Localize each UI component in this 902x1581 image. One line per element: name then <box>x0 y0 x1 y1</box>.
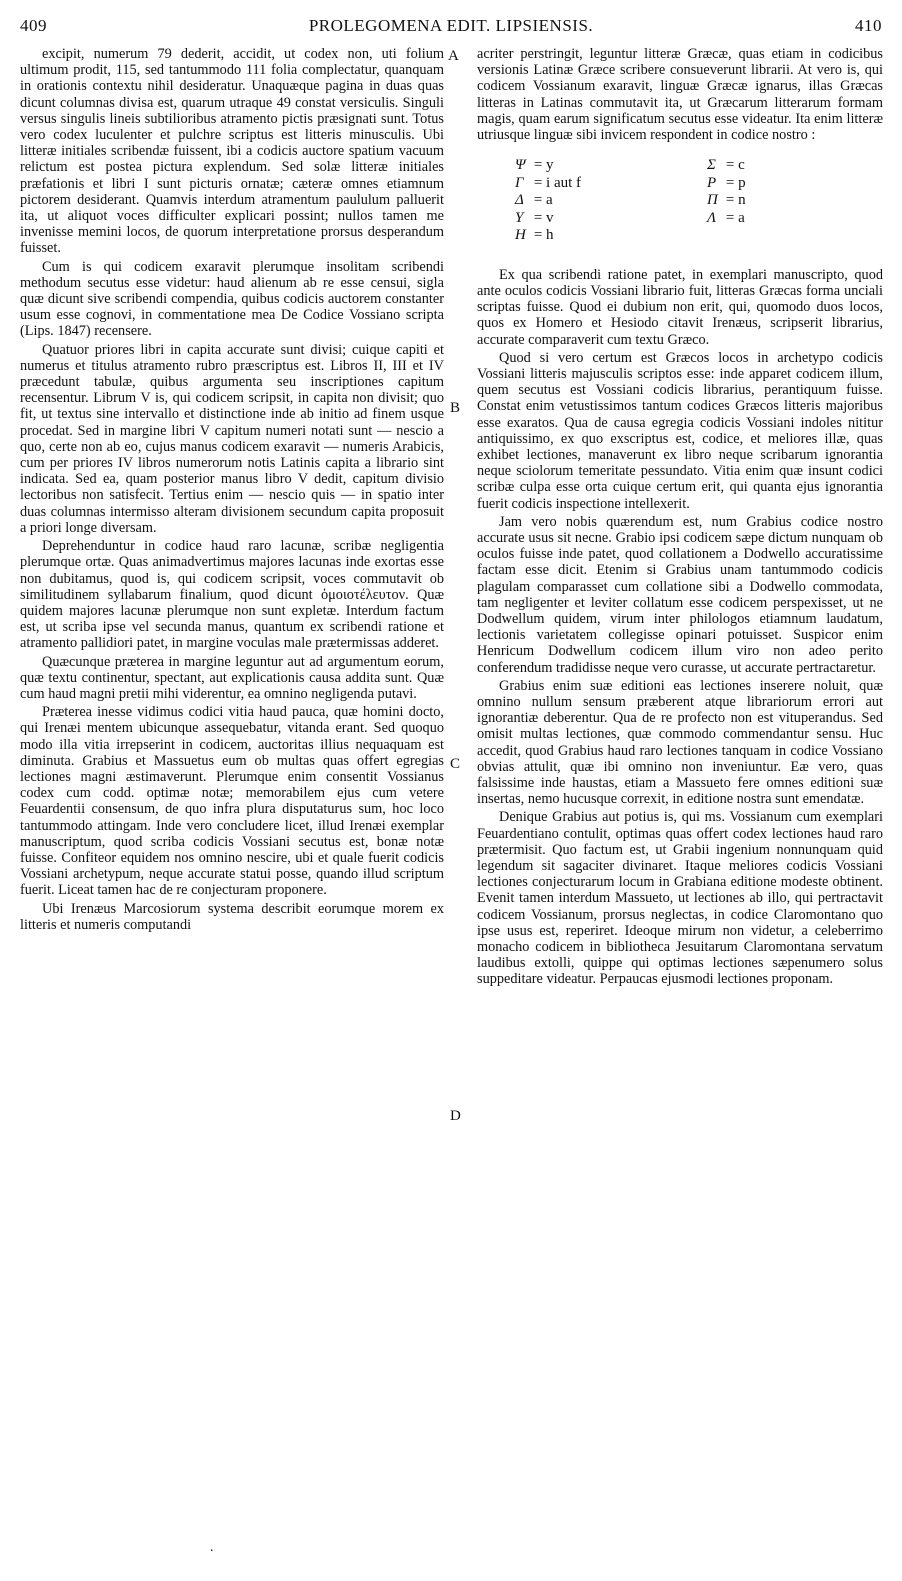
right-paragraph: Ex qua scribendi ratione patet, in exemplari manuscripto, quod ante oculos codicis Vossiani librario fuit, litteras Græcas forma unciali scriptas fuisse. Quod ei dubium non erit, qui, quomodo duos locos, quos ex Homero et Hesiodo citavit Irenæus, scripserit librarius, accurate comparaverit cum textu Græco. <box>477 266 883 348</box>
latin-equivalent: = h <box>533 227 554 244</box>
right-page-number: 410 <box>855 16 882 35</box>
greek-letter: P <box>707 174 717 191</box>
latin-equivalent: = a <box>533 192 553 209</box>
table-gap <box>585 210 703 228</box>
right-paragraph: Denique Grabius aut potius is, qui ms. Vossianum cum exemplari Feuardentiano contulit, optimas quas offert codex lectiones haud raro prætermisit. Quo factum est, ut Grabii ingenium nonnunquam quid legendum sit sagaciter divinaret. Itaque meliores codicis Vossiani lectiones conjecturarum locum in Grabiana editione modeste obtinent. Evenit tamen interdum Massueto, ut lectiones ab illo, qui pertractavit codicem Vossianum, prorsus neglectas, in codice Claromontano quo ipse usus est, reperiret. Ideoque mirum non videtur, a celeberrimo monacho codicem in bibliotheca Jesuitarum Claromontana servatum laudibus extolli, quippe qui optimas lectiones sæpenumero solus suppeditare videatur. Perpaucas ejusmodi lectiones proponam. <box>477 809 883 988</box>
left-paragraph: excipit, numerum 79 dederit, accidit, ut codex non, uti folium ultimum prodit, 115, sed tantummodo 111 folia complectatur, quanquam in orationis contextu nihil desideratur. Unaquæque pagina in duas quas dicunt columnas divisa est, quarum utraque 49 constat versiculis. Singuli versus singulis lineis subtilioribus atramento pictis præsignati sunt. Totus vero codex luculenter et pulchre scriptus est litteris minusculis. Ubi litteræ initiales scribendæ fuissent, ibi a codicis auctore spatium vacuum relictum est postea pictura explendum. Sed solæ litteræ initiales præfationis et libri I sunt picturis ornatæ; cæteræ omnes etiamnum pictorem desiderant. Quamvis interdum atramentum paululum palluerit ita, ut aliquot voces difficulter explicari possint; nullos tamen me invenisse memini locos, de quorum interpretatione prorsus desperandum fuisset. <box>20 46 444 257</box>
right-paragraph: Jam vero nobis quærendum est, num Grabius codice nostro accurate usus sit necne. Grabio ipsi codicem sæpe dictum nunquam ob oculos fuisse inde patet, quod collationem a Dodwello accuratissime factam esse dicit. Etenim si Grabius unam tantummodo codicis plagulam comparasset cum collatione sibi a Dodwello commodata, tam negligenter et leviter collatum esse codicem perspexisset, ut ne Dodwellum quidem, virum inter philologos etiamnum laudatum, lectionis varietatem collegisse opinari potuisset. Suspicor enim Henricum Dodwellum codicem illum viro non adeo perito conferendum tradidisse neque vero curasse, ut accurate pertractaretur. <box>477 513 883 676</box>
letter-table-row <box>511 227 750 245</box>
greek-letter: H <box>515 227 526 244</box>
left-paragraph: Quatuor priores libri in capita accurate sunt divisi; cuique capiti et numerus et titulus atramento rubro præscriptus est. Libros II, III et IV præcedunt tabulæ, quibus argumenta seu inscriptiones capitum recensentur. Librum V is, qui codicem scripsit, in capita non divisit; quo fit, ut textus sine intervallo et distinctione inde ab initio ad finem usque procedat. Sed in margine libri V capitum numeri notati sunt — nescio a quo, certe non ab eo, cujus manus codicem exaravit — numeris Arabicis, cum per priores IV libros numerorum notis Latinis capita a librario sint indicata. Sed ea, quam posterior manus libro V dedit, capitum divisio lectoribus non satisfecit. Tertius enim — nescio quis — in spatio inter duas columnas intermisso alteram divisionem secundum capita proposuit a priori longe diversam. <box>20 341 444 536</box>
margin-marker-d: D <box>450 1108 461 1124</box>
latin-equivalent: = y <box>533 157 554 174</box>
greek-letter <box>703 227 722 245</box>
latin-equivalent: = c <box>725 157 745 174</box>
latin-equivalent: = a <box>725 209 745 226</box>
greek-letter: Λ <box>707 209 717 226</box>
table-gap <box>585 192 703 210</box>
right-column <box>477 46 883 990</box>
margin-marker-a: A <box>448 48 459 64</box>
right-paragraph: Quod si vero certum est Græcos locos in archetypo codicis Vossiani litteris majusculis scriptos esse: inde apparet codicem illum, quem secutus est Vossiani codicis librarius, perantiquum fuisse. Constat enim vetustissimos tantum codices Græcos litteris majoribus esse exaratos. Qua de causa egregia codicis Vossiani indoles nititur antiquissimo, ex quo exscriptus est, codice, et meliores illæ, quas exhibet lectiones, manaverunt ex libro neque scribarum ignorantia neque sciolorum temeritate pessundato. Vitia enim quæ insunt codici scribæ culpa esse orta cuique certum erit, qui quanta ejus ignorantia fuerit codicis inspectione intellexerit. <box>477 349 883 512</box>
latin-equivalent: = i aut f <box>533 174 582 191</box>
left-paragraph: Præterea inesse vidimus codici vitia haud pauca, quæ homini docto, qui Irenæi mentem ubicunque assequebatur, vitanda erant. Sed quoquo modo illa vitia irrepserint in codicem, auctoritas illius nequaquam est diminuta. Grabius et Massuetus eum ob multas quas offert egregias lectiones magni æstimaverunt. Plerumque enim consentit Vossianus codex cum codd. optimæ notæ; memorabilem ejus cum vetere Feuardentii consensum, de quo infra plura disputaturus sum, hoc loco tantummodo attingam. Inde vero concludere licet, illud Irenæi exemplar manuscriptum, quod scriba codicis Vossiani secutus est, bonæ notæ fuisse. Confiteor equidem nos omnino nescire, ubi et quale fuerit codicis Vossiani archetypum, neque accurate statui posse, quando illud scriptum fuerit. Liceat tamen hac de re conjecturam proponere. <box>20 704 444 899</box>
letter-table-row <box>511 175 750 193</box>
right-paragraph: Grabius enim suæ editioni eas lectiones inserere noluit, quæ omnino nullum sensum præberent atque librariorum errori aut ignorantiæ deberentur. Qua de re profecto non est vituperandus. Sed omisit multas lectiones, quæ commodo commendantur sensu. Huc accedit, quod Grabius haud raro lectiones tanquam in codice Vossiano obvias attulit, quæ ibi omnino non inveniuntur. Eæ vero, quas falsissime inde haustas, etiam a Massueto fere omnes editioni suæ insertas, nemo hucusque correxit, in editione nostra sunt emendatæ. <box>477 677 883 808</box>
right-paragraph: acriter perstringit, leguntur litteræ Græcæ, quas etiam in codicibus versionis Latinæ Græce scribere consueverunt librarii. At vero is, qui codicem Vossianum exaravit, linguæ Græcæ ignarus, illas Græcas litteras in Latinas commutavit ita, ut Græcarum litterarum formam magis, quam earum significatum secutus esse videatur. Ita enim litteræ utriusque linguæ sibi invicem respondent in codice nostro : <box>477 46 883 144</box>
greek-letter: Υ <box>515 209 524 226</box>
greek-letter: Δ <box>515 192 524 209</box>
latin-equivalent: = n <box>725 192 746 209</box>
latin-equivalent <box>722 227 750 245</box>
table-gap <box>585 175 703 193</box>
greek-latin-letter-table <box>511 157 750 245</box>
footer-mark: . <box>210 1540 214 1555</box>
table-gap <box>585 157 703 175</box>
left-paragraph: Cum is qui codicem exaravit plerumque insolitam scribendi methodum secutus esse videtur: haud alienum ab re esse censui, sigla quæ dicunt sive scribendi compendia, quibus codicis auctorem constanter usum esse cognovi, in commentatione mea De Codice Vossiano scripta (Lips. 1847) recensere. <box>20 258 444 340</box>
running-header <box>20 16 882 38</box>
left-column <box>20 46 444 935</box>
letter-table-row <box>511 210 750 228</box>
margin-marker-b: B <box>450 400 461 416</box>
letter-table-row <box>511 157 750 175</box>
latin-equivalent: = p <box>725 174 746 191</box>
greek-letter: Γ <box>515 174 524 191</box>
greek-letter: Ψ <box>515 157 526 174</box>
running-title: PROLEGOMENA EDIT. LIPSIENSIS. <box>308 16 594 35</box>
left-paragraph: Ubi Irenæus Marcosiorum systema describit eorumque morem ex litteris et numeris computandi <box>20 900 444 933</box>
left-page-number: 409 <box>20 16 47 35</box>
greek-letter: Π <box>707 192 718 209</box>
letter-table-row <box>511 192 750 210</box>
table-gap <box>585 227 703 245</box>
latin-equivalent: = v <box>533 209 554 226</box>
left-paragraph: Deprehenduntur in codice haud raro lacunæ, scribæ negligentia plerumque ortæ. Quas animadvertimus majores lacunas inde exortas esse non dubitamus, quod is, qui codicem scripsit, voces commutavit ob similitudinem syllabarum finalium, quod dicunt ὁμοιοτέλευτον. Quæ quidem majores lacunæ plerumque non sunt expletæ. Interdum factum est, ut scriba ipse vel secunda manus, quantum ex scribendi ratione et atramento pallidiori patet, in margine voculas male prætermissas adderet. <box>20 538 444 652</box>
greek-letter: Σ <box>707 157 716 174</box>
margin-marker-c: C <box>450 756 461 772</box>
left-paragraph: Quæcunque præterea in margine leguntur aut ad argumentum eorum, quæ textu continentur, spectant, aut explicationis causa addita sunt. Quæ cum haud magni pretii mihi viderentur, ea omnino negligenda putavi. <box>20 653 444 702</box>
